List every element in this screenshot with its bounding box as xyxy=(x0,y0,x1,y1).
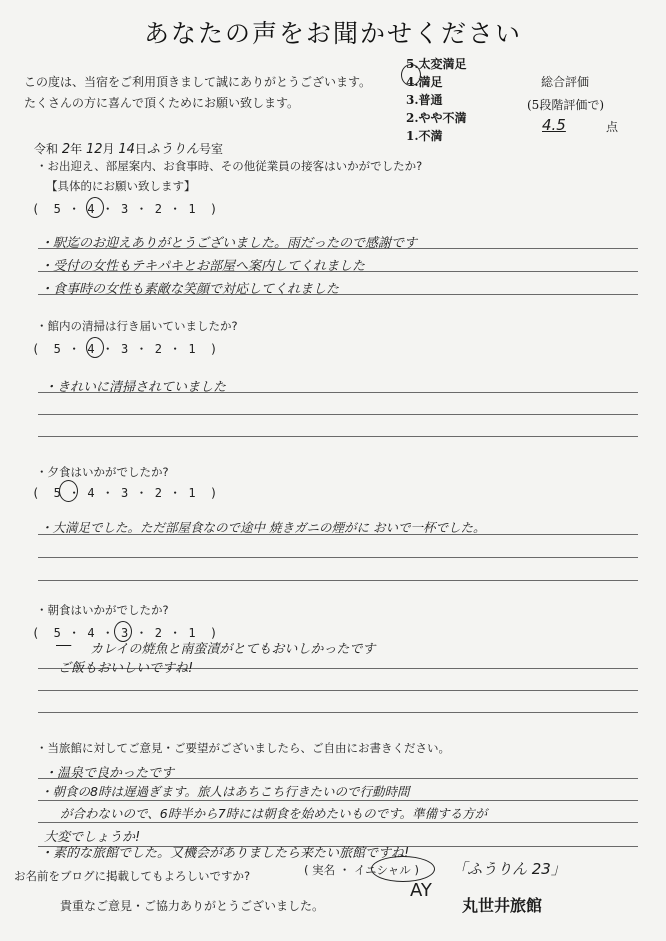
question-service: ・お出迎え、部屋案内、お食事時、その他従業員の接客はいかがでしたか? xyxy=(36,159,423,173)
blog-initial: イニシャル xyxy=(353,863,411,877)
inn-name: 丸世井旅館 xyxy=(462,896,543,915)
answer-line xyxy=(38,436,638,437)
blog-paren-open: ( xyxy=(304,863,309,877)
question-breakfast: ・朝食はいかがでしたか? xyxy=(36,603,169,617)
service-answer-2: ・受付の女性もテキパキとお部屋へ案内してくれました xyxy=(40,259,366,274)
overall-value: 4.5 xyxy=(542,116,566,134)
blog-question: お名前をブログに掲載してもよろしいですか? xyxy=(14,869,251,883)
day-unit: 日 xyxy=(134,142,147,156)
rating-service: ( 5 ・ 4 ・ 3 ・ 2 ・ 1 ) xyxy=(32,202,218,216)
answer-line xyxy=(38,712,638,713)
blog-paren-close: ) xyxy=(414,863,419,877)
answer-line xyxy=(38,580,638,581)
answer-line xyxy=(38,822,638,823)
overall-sub: (5段階評価で) xyxy=(527,98,604,112)
comment-5: ・素的な旅館でした。又機会がありましたら来たい旅館ですね! xyxy=(40,846,410,861)
blog-jitsumei: 実名 xyxy=(312,863,336,877)
answer-line xyxy=(38,557,638,558)
month-value: 12 xyxy=(85,142,103,157)
breakfast-strike xyxy=(56,638,71,652)
service-subhead: 【具体的にお願い致します】 xyxy=(46,179,196,193)
scale-1: 1.不満 xyxy=(406,129,443,143)
rating-breakfast: ( 5 ・ 4 ・ 3 ・ 2 ・ 1 ) xyxy=(32,626,218,640)
stay-date xyxy=(34,138,223,157)
intro-line-1: この度は、当宿をご利用頂きまして誠にありがとうございます。 xyxy=(24,75,372,89)
footer-thanks: 貴重なご意見・ご協力ありがとうございました。 xyxy=(60,899,325,913)
blog-dot: ・ xyxy=(338,863,351,877)
scale-5: 5.太変満足 xyxy=(406,57,467,71)
scale-3: 3.普通 xyxy=(406,93,443,107)
rating-cleaning-circle xyxy=(86,337,104,358)
overall-unit: 点 xyxy=(606,120,619,134)
rating-service-circle xyxy=(86,197,104,218)
service-answer-3: ・食事時の女性も素敵な笑顔で対応してくれました xyxy=(40,282,340,297)
breakfast-answer-1: カレイの焼魚と南蛮漬がとてもおいしかったです xyxy=(90,642,376,657)
question-cleaning: ・館内の清掃は行き届いていましたか? xyxy=(36,319,238,333)
comment-4: 大変でしょうか! xyxy=(44,830,141,845)
scale-4: 4.満足 xyxy=(406,75,443,89)
scale-selection-circle xyxy=(401,64,421,86)
intro-line-2: たくさんの方に喜んで頂くためにお願い致します。 xyxy=(24,96,300,110)
comment-3: が合わないので、6時半から7時には朝食を始めたいものです。準備する方が xyxy=(60,806,488,821)
answer-line xyxy=(38,800,638,801)
month-unit: 月 xyxy=(102,142,115,156)
day-value: 14 xyxy=(118,142,135,157)
breakfast-answer-2: ご飯もおいしいですね! xyxy=(58,661,194,676)
overall-label: 総合評価 xyxy=(541,75,590,89)
year-unit: 年 xyxy=(70,142,83,156)
rating-dinner-circle xyxy=(59,480,78,502)
answer-line xyxy=(38,414,638,415)
blog-initial-circle xyxy=(371,856,435,882)
rating-cleaning: ( 5 ・ 4 ・ 3 ・ 2 ・ 1 ) xyxy=(32,342,218,356)
question-dinner: ・夕食はいかがでしたか? xyxy=(36,465,169,479)
era: 令和 xyxy=(34,142,59,156)
cleaning-answer-1: ・きれいに清掃されていました xyxy=(44,380,227,395)
blog-initials: AY xyxy=(410,880,432,901)
rating-dinner: ( 5 ・ 4 ・ 3 ・ 2 ・ 1 ) xyxy=(32,486,218,500)
page-title: あなたの声をお聞かせください xyxy=(143,19,522,48)
blog-handwritten: 「ふうりん 23」 xyxy=(452,860,566,878)
service-answer-1: ・駅迄のお迎えありがとうございました。雨だったので感謝です xyxy=(40,236,418,251)
dinner-answer-1: ・大満足でした。ただ部屋食なので途中 焼きガニの煙がに おいで一杯でした。 xyxy=(40,520,486,535)
question-comments: ・当旅館に対してご意見・ご要望がございましたら、ご自由にお書きください。 xyxy=(36,741,450,755)
answer-line xyxy=(38,690,638,691)
year-value: 2 xyxy=(61,142,71,157)
room-suffix: 号室 xyxy=(198,142,223,156)
scale-2: 2.やや不満 xyxy=(406,111,467,125)
comment-2: ・朝食の8時は遅過ぎます。旅人はあちこち行きたいので行動時間 xyxy=(40,784,410,799)
room-value: ふうりん xyxy=(146,142,199,157)
comment-1: ・温泉で良かったです xyxy=(44,766,175,781)
